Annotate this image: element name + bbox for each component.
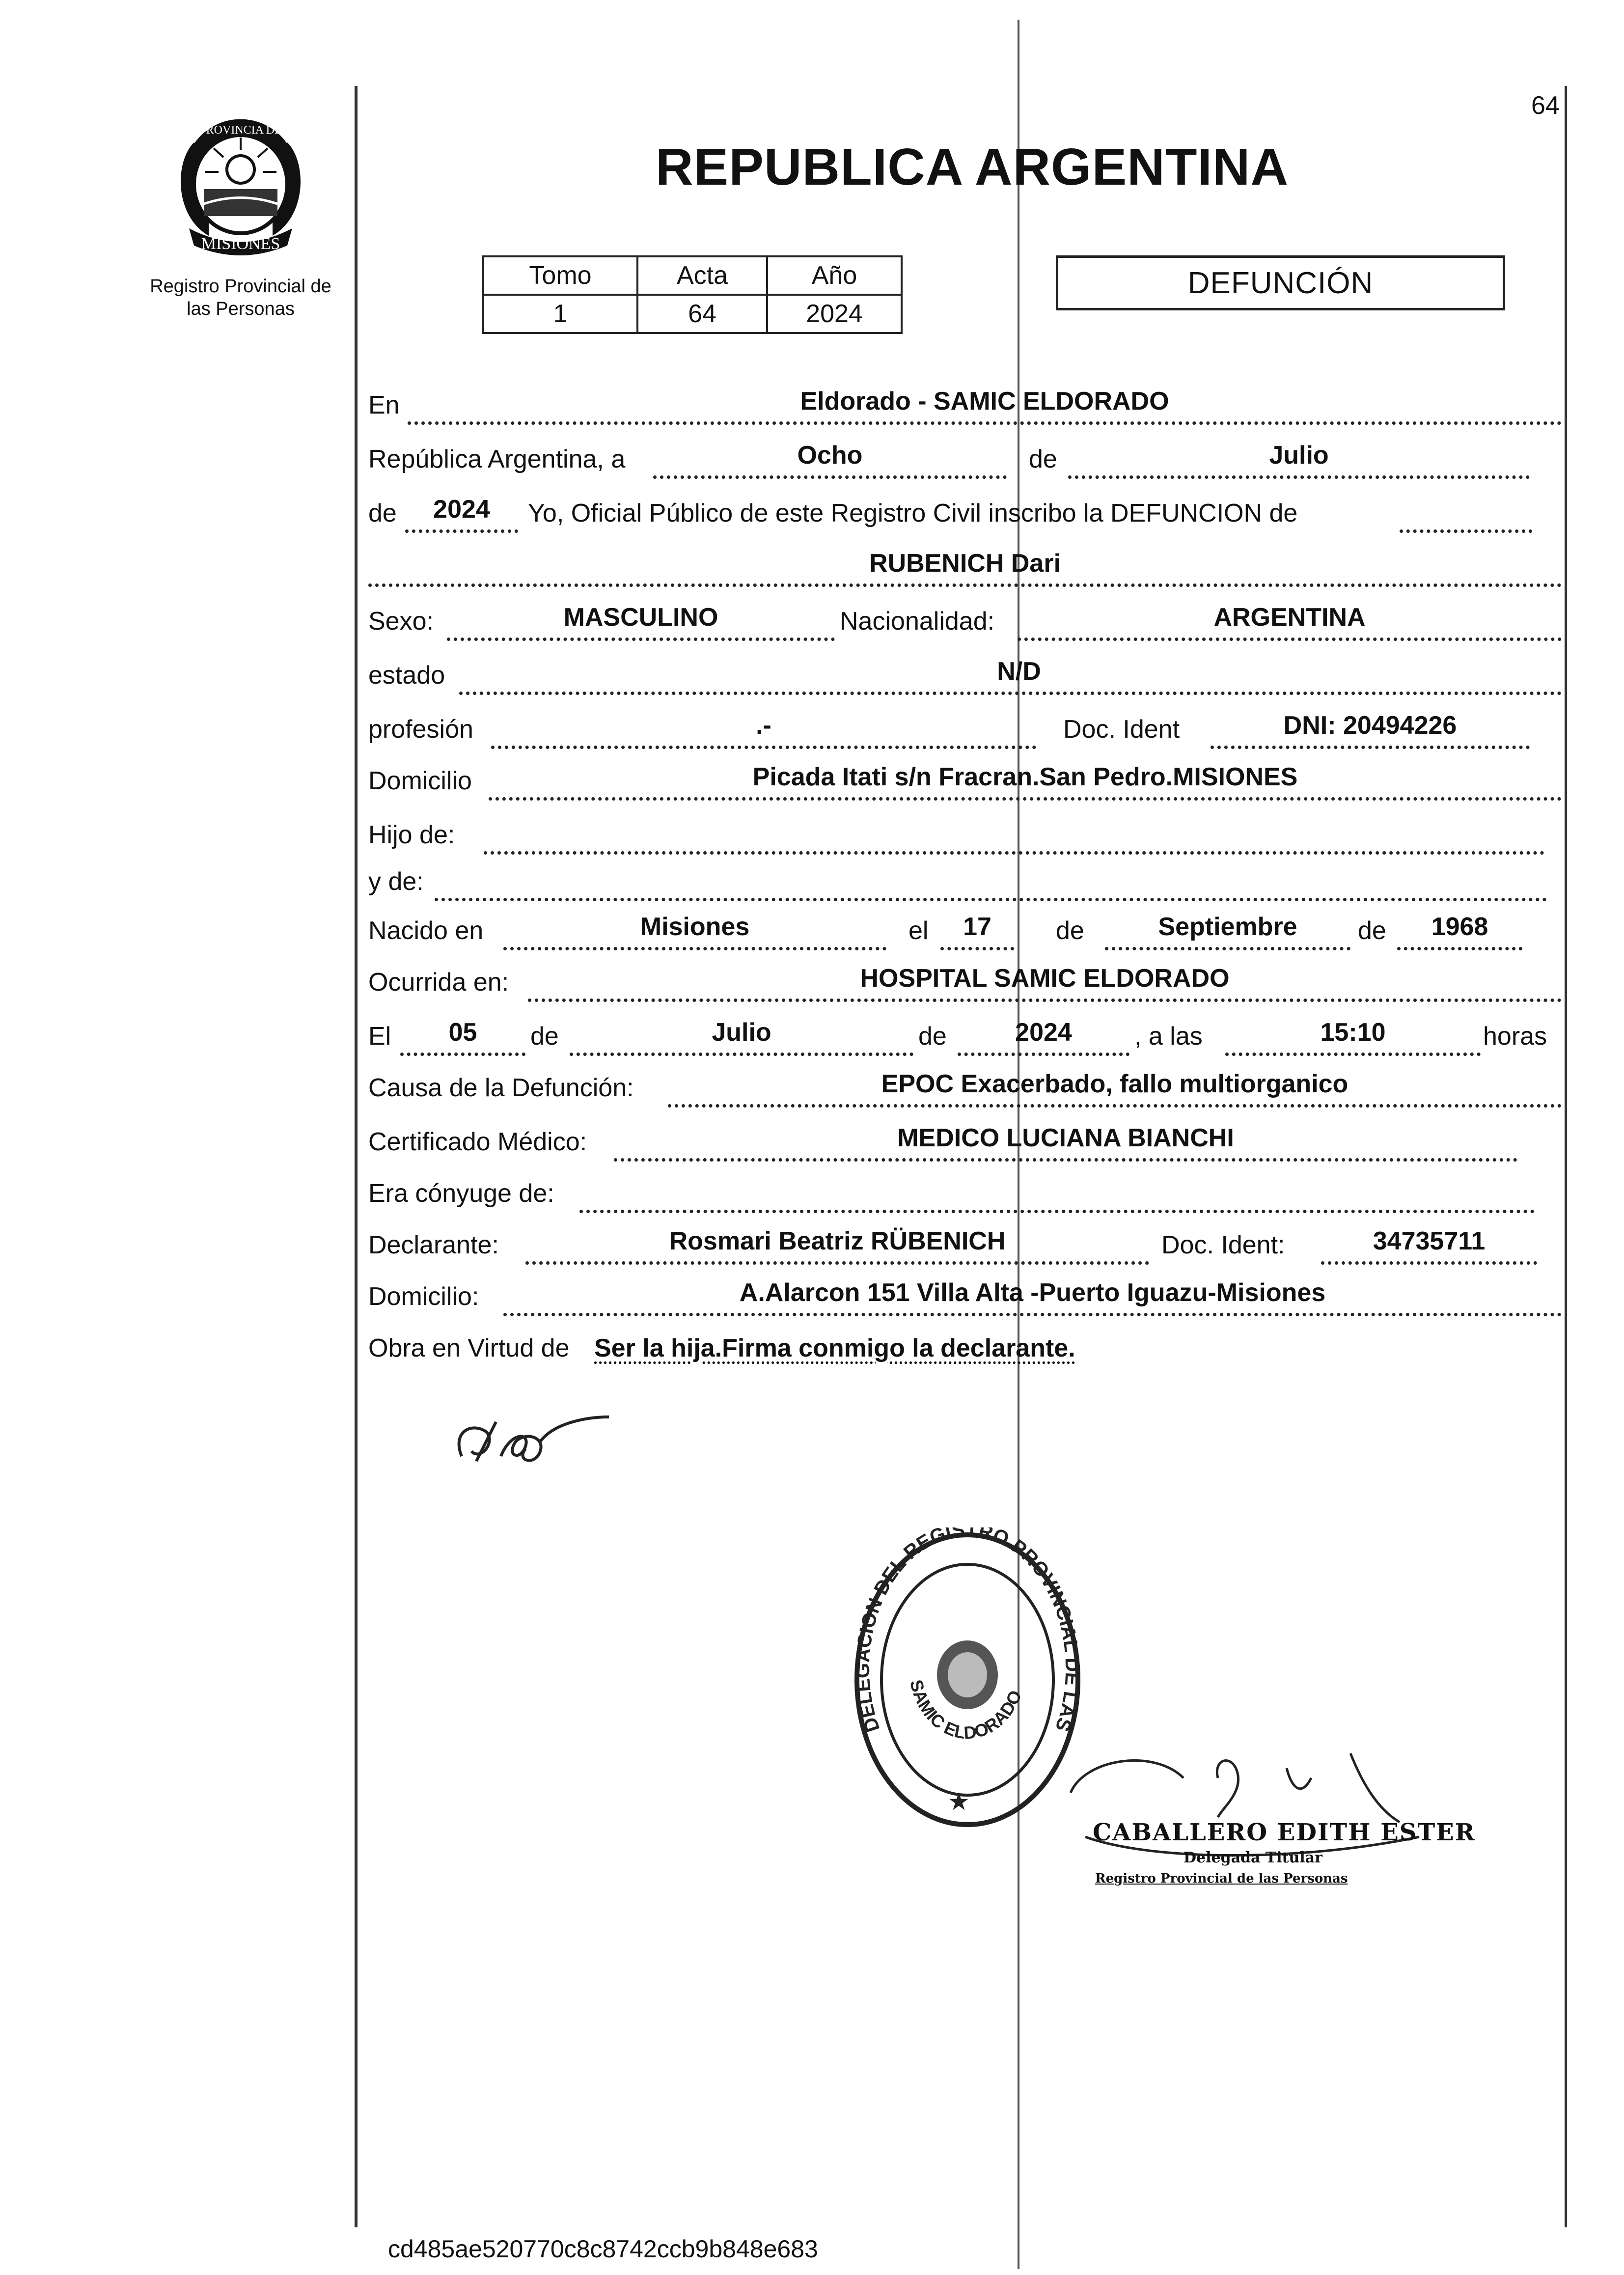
domicilio-value: Picada Itati s/n Fracran.San Pedro.MISIONES: [752, 763, 1298, 791]
de-label-2: de: [368, 499, 397, 527]
official-stamp: [850, 1527, 1085, 1832]
de-label-3: de: [1056, 916, 1084, 945]
official-office: Registro Provincial de las Personas: [1095, 1871, 1348, 1886]
def-hora-value: 15:10: [1320, 1018, 1386, 1047]
official-signature: [1056, 1748, 1439, 1866]
de-label-4: de: [1358, 916, 1386, 945]
def-hora-dotline: [1225, 1053, 1481, 1056]
registry-name: [133, 275, 349, 320]
declarante-dotline: [525, 1261, 1149, 1265]
decl-doc-dotline: [1321, 1261, 1537, 1265]
hijo-label: Hijo de:: [368, 821, 455, 849]
decl-doc-label: Doc. Ident:: [1161, 1231, 1285, 1259]
obra-label: Obra en Virtud de: [368, 1334, 570, 1362]
anio-dotline: [405, 529, 518, 533]
left-margin-line: [355, 86, 358, 2227]
official-name: CABALLERO EDITH ESTER: [1093, 1819, 1476, 1846]
nacionalidad-label: Nacionalidad:: [840, 607, 995, 636]
de-label-1: de: [1029, 445, 1057, 473]
document-hash: cd485ae520770c8c8742ccb9b848e683: [388, 2235, 818, 2263]
profesion-label: profesión: [368, 715, 473, 744]
dia-value: Ocho: [797, 441, 863, 470]
ocurrida-value: HOSPITAL SAMIC ELDORADO: [860, 964, 1230, 993]
decl-domicilio-label: Domicilio:: [368, 1282, 479, 1311]
declarant-signature: [442, 1402, 619, 1476]
anio-label: Año: [767, 256, 902, 295]
registry-line-2: las Personas: [187, 299, 295, 319]
conyuge-label: Era cónyuge de:: [368, 1179, 554, 1208]
sexo-value: MASCULINO: [563, 603, 718, 632]
yde-label: y de:: [368, 867, 424, 896]
doc-ident-label: Doc. Ident: [1063, 715, 1180, 744]
nac-anio-value: 1968: [1431, 913, 1488, 941]
ocurrida-dotline: [528, 999, 1562, 1002]
def-dia-dotline: [400, 1053, 525, 1056]
causa-value: EPOC Exacerbado, fallo multiorganico: [881, 1070, 1349, 1098]
decl-domicilio-dotline: [503, 1313, 1562, 1316]
nac-dia-dotline: [940, 947, 1014, 950]
certificado-value: MEDICO LUCIANA BIANCHI: [897, 1124, 1234, 1152]
yde-dotline: [435, 898, 1547, 901]
causa-dotline: [668, 1104, 1562, 1108]
en-value: Eldorado - SAMIC ELDORADO: [800, 387, 1169, 416]
province-emblem: [165, 103, 317, 265]
acta-value: 64: [637, 295, 767, 333]
tomo-label: Tomo: [483, 256, 637, 295]
tomo-value: 1: [483, 295, 637, 333]
sexo-label: Sexo:: [368, 607, 434, 636]
def-mes-dotline: [570, 1053, 913, 1056]
anio-value: 2024: [767, 295, 902, 333]
star-icon: ★: [948, 1787, 970, 1816]
doc-ident-value: DNI: 20494226: [1283, 711, 1457, 740]
def-dia-value: 05: [448, 1018, 477, 1047]
nac-anio-dotline: [1397, 947, 1522, 950]
de-label-5: de: [530, 1022, 559, 1051]
horas-label: horas: [1483, 1022, 1547, 1051]
el-cap-label: El: [368, 1022, 391, 1051]
estado-value: N/D: [997, 657, 1041, 686]
def-anio-value: 2024: [1015, 1018, 1072, 1047]
record-type-box: DEFUNCIÓN: [1056, 255, 1505, 310]
certificado-dotline: [614, 1158, 1517, 1162]
nacionalidad-value: ARGENTINA: [1213, 603, 1366, 632]
country-title: REPUBLICA ARGENTINA: [656, 138, 1289, 196]
nacionalidad-dotline: [1018, 638, 1562, 641]
de-label-6: de: [918, 1022, 947, 1051]
stamp-inner-text: SAMIC ELDORADO: [906, 1677, 1026, 1743]
en-label: En: [368, 391, 400, 419]
alas-label: , a las: [1134, 1022, 1203, 1051]
decl-doc-value: 34735711: [1373, 1227, 1486, 1255]
nac-mes-dotline: [1105, 947, 1350, 950]
ocurrida-label: Ocurrida en:: [368, 968, 509, 997]
domicilio-label: Domicilio: [368, 767, 472, 795]
yo-text: Yo, Oficial Público de este Registro Civil inscribo la DEFUNCION de: [528, 499, 1298, 527]
estado-label: estado: [368, 661, 445, 690]
republica-label: República Argentina, a: [368, 445, 626, 473]
right-margin-line: [1565, 86, 1567, 2227]
hijo-dotline: [484, 851, 1544, 855]
sexo-dotline: [447, 638, 835, 641]
doc-ident-dotline: [1211, 746, 1530, 749]
obra-value: Ser la hija.Firma conmigo la declarante.: [594, 1334, 1075, 1362]
emblem-top-text: PROVINCIA DE: [199, 124, 282, 137]
en-dotline: [408, 421, 1562, 425]
declarante-value: Rosmari Beatriz RÜBENICH: [669, 1227, 1006, 1255]
certificado-label: Certificado Médico:: [368, 1128, 587, 1156]
estado-dotline: [459, 692, 1562, 695]
record-reference-table: [482, 255, 903, 334]
nacido-value: Misiones: [640, 913, 750, 941]
acta-label: Acta: [637, 256, 767, 295]
nacido-dotline: [503, 947, 886, 950]
page-number: 64: [1531, 91, 1560, 120]
el-label: el: [908, 916, 929, 945]
profesion-dotline: [491, 746, 1036, 749]
nac-mes-value: Septiembre: [1158, 913, 1297, 941]
registry-line-1: Registro Provincial de: [150, 276, 331, 297]
nacido-label: Nacido en: [368, 916, 484, 945]
mes-dotline: [1068, 475, 1530, 479]
anio-value: 2024: [433, 495, 490, 524]
emblem-bottom-text: MISIONES: [201, 235, 280, 253]
official-title: Delegada Titular: [1184, 1849, 1322, 1866]
def-mes-value: Julio: [712, 1018, 771, 1047]
dia-dotline: [653, 475, 1007, 479]
nombre-dotline: [368, 583, 1562, 587]
declarante-label: Declarante:: [368, 1231, 499, 1259]
nac-dia-value: 17: [963, 913, 991, 941]
conyuge-dotline: [579, 1210, 1535, 1213]
mes-value: Julio: [1269, 441, 1329, 470]
causa-label: Causa de la Defunción:: [368, 1074, 634, 1102]
yo-dotline: [1400, 529, 1532, 533]
decl-domicilio-value: A.Alarcon 151 Villa Alta -Puerto Iguazu-Misiones: [739, 1278, 1326, 1307]
stamp-outer-text: DELEGACION DEL REGISTRO PROVINCIAL DE LAS: [852, 1527, 1083, 1735]
profesion-value: .-: [756, 711, 771, 740]
domicilio-dotline: [489, 797, 1562, 801]
nombre-value: RUBENICH Dari: [869, 549, 1061, 578]
def-anio-dotline: [958, 1053, 1129, 1056]
